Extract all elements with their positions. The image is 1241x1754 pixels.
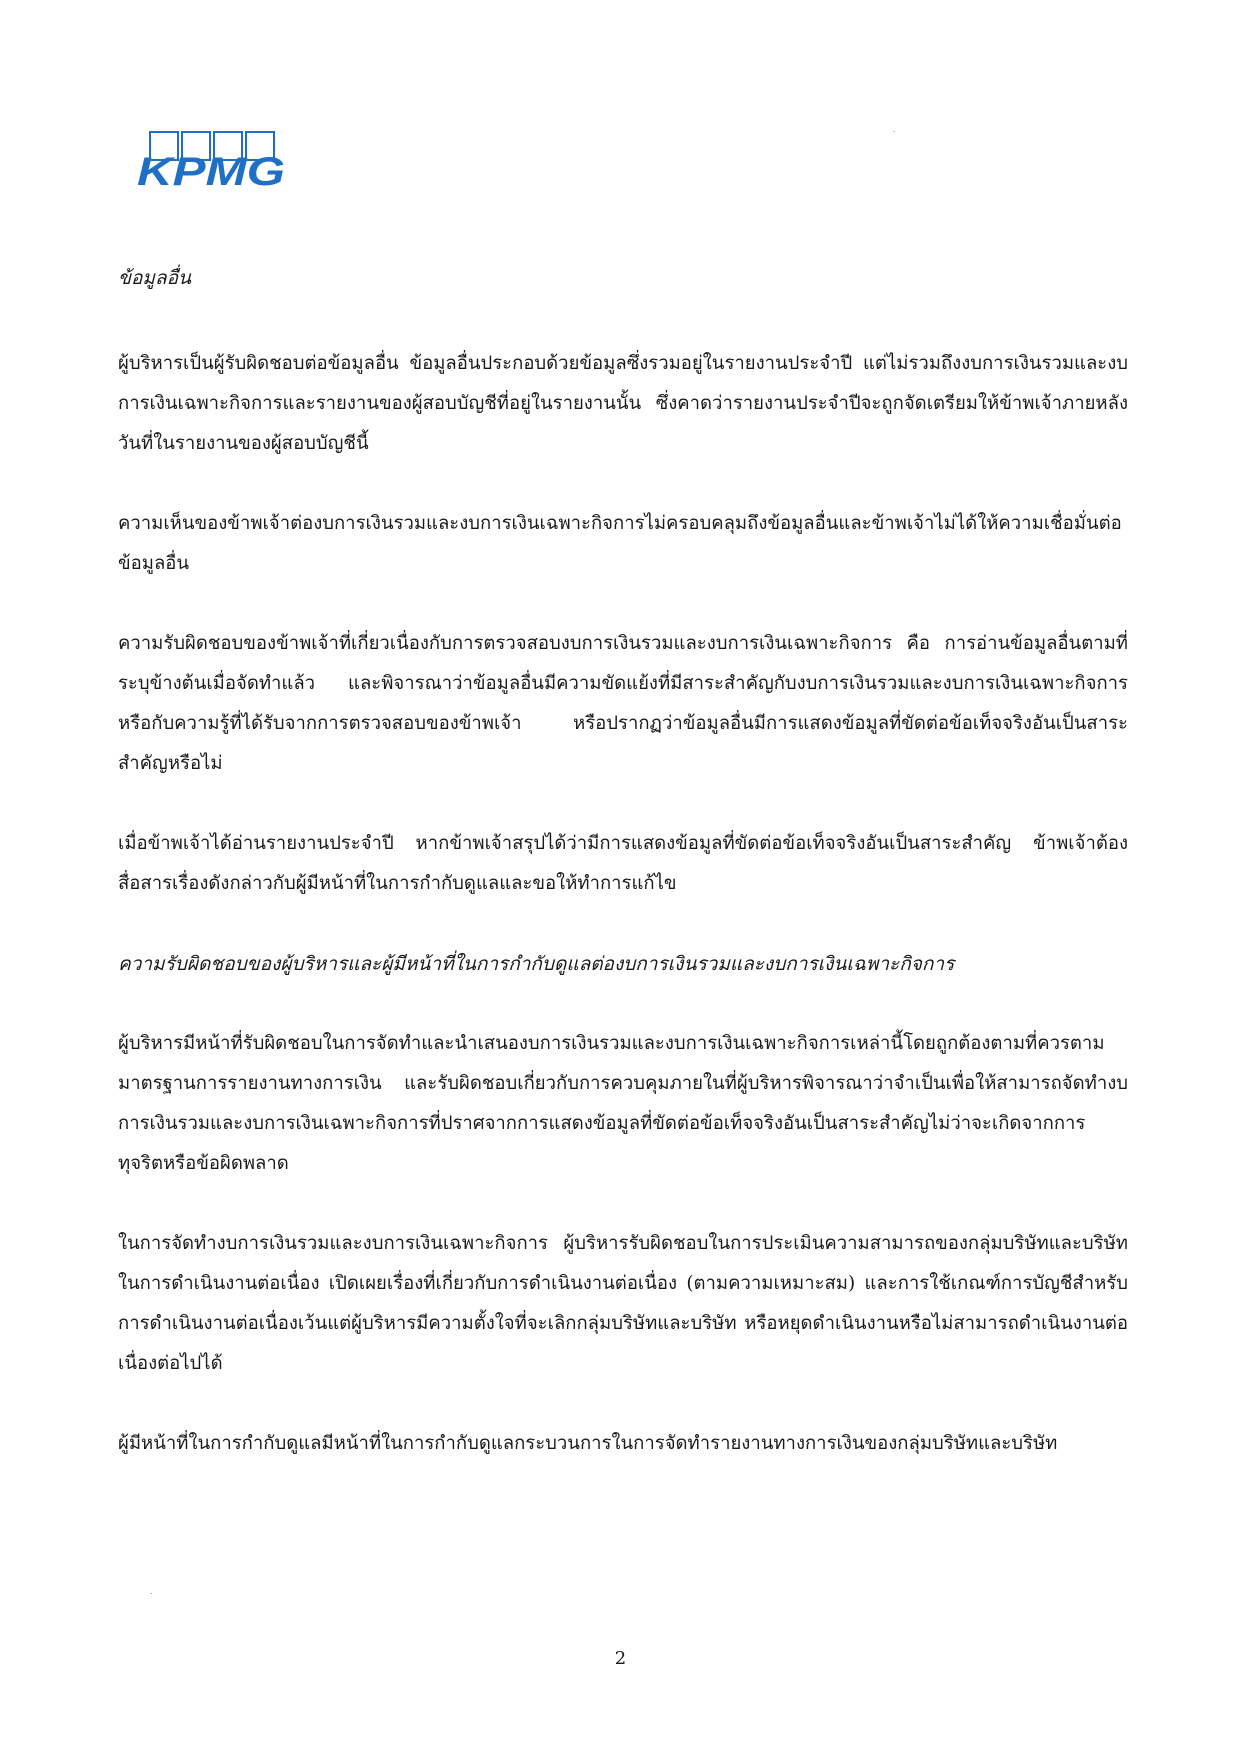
paragraph-management-2: ในการจัดทำงบการเงินรวมและงบการเงินเฉพาะกิจการ ผู้บริหารรับผิดชอบในการประเมินความสามารถของกลุ่มบริษัทและบริษัทในการดำเนินงานต่อเนื่อง เปิดเผยเรื่องที่เกี่ยวกับการดำเนินงานต่อเนื่อง (ตามความเหมาะสม) และการใช้เกณฑ์การบัญชีสำหรับการดำเนินงานต่อเนื่องเว้นแต่ผู้บริหารมีความตั้งใจที่จะเลิกกลุ่มบริษัทและบริษัท หรือหยุดดำเนินงานหรือไม่สามารถดำเนินงานต่อเนื่องต่อไปได้ (118, 1233, 1128, 1374)
paragraph-other-info-3: ความรับผิดชอบของข้าพเจ้าที่เกี่ยวเนื่องกับการตรวจสอบงบการเงินรวมและงบการเงินเฉพาะกิจการ คือ การอ่านข้อมูลอื่นตามที่ระบุข้างต้นเมื่อจัดทำแล้ว และพิจารณาว่าข้อมูลอื่นมีความขัดแย้งที่มีสาระสำคัญกับงบการเงินรวมและงบการเงินเฉพาะกิจการหรือกับความรู้ที่ได้รับจากการตรวจสอบของข้าพเจ้า หรือปรากฏว่าข้อมูลอื่นมีการแสดงข้อมูลที่ขัดต่อข้อเท็จจริงอันเป็นสาระสำคัญหรือไม่ (118, 633, 1128, 774)
kpmg-logo-mark (133, 130, 293, 194)
kpmg-logo-text: KPMG (137, 150, 285, 194)
document-body (118, 258, 1128, 1464)
paragraph-other-info-1: ผู้บริหารเป็นผู้รับผิดชอบต่อข้อมูลอื่น ข้อมูลอื่นประกอบด้วยข้อมูลซึ่งรวมอยู่ในรายงานประจำปี แต่ไม่รวมถึงงบการเงินรวมและงบการเงินเฉพาะกิจการและรายงานของผู้สอบบัญชีที่อยู่ในรายงานนั้น ซึ่งคาดว่ารายงานประจำปีจะถูกจัดเตรียมให้ข้าพเจ้าภายหลังวันที่ในรายงานของผู้สอบบัญชีนี้ (118, 353, 1128, 454)
paragraph-other-info-4: เมื่อข้าพเจ้าได้อ่านรายงานประจำปี หากข้าพเจ้าสรุปได้ว่ามีการแสดงข้อมูลที่ขัดต่อข้อเท็จจริงอันเป็นสาระสำคัญ ข้าพเจ้าต้องสื่อสารเรื่องดังกล่าวกับผู้มีหน้าที่ในการกำกับดูแลและขอให้ทำการแก้ไข (118, 833, 1128, 894)
scan-speck (893, 131, 895, 132)
scan-speck (150, 1593, 152, 1594)
paragraph-management-3: ผู้มีหน้าที่ในการกำกับดูแลมีหน้าที่ในการกำกับดูแลกระบวนการในการจัดทำรายงานทางการเงินของกลุ่มบริษัทและบริษัท (118, 1433, 1058, 1454)
paragraph-other-info-2: ความเห็นของข้าพเจ้าต่องบการเงินรวมและงบการเงินเฉพาะกิจการไม่ครอบคลุมถึงข้อมูลอื่นและข้าพเจ้าไม่ได้ให้ความเชื่อมั่นต่อข้อมูลอื่น (118, 513, 1122, 574)
section-heading-management-responsibility: ความรับผิดชอบของผู้บริหารและผู้มีหน้าที่ในการกำกับดูแลต่องบการเงินรวมและงบการเงินเฉพาะกิจการ (118, 953, 955, 975)
section-heading-other-information: ข้อมูลอื่น (118, 267, 191, 289)
kpmg-logo (133, 130, 293, 194)
paragraph-management-1: ผู้บริหารมีหน้าที่รับผิดชอบในการจัดทำและนำเสนองบการเงินรวมและงบการเงินเฉพาะกิจการเหล่านี้โดยถูกต้องตามที่ควรตามมาตรฐานการรายงานทางการเงิน และรับผิดชอบเกี่ยวกับการควบคุมภายในที่ผู้บริหารพิจารณาว่าจำเป็นเพื่อให้สามารถจัดทำงบการเงินรวมและงบการเงินเฉพาะกิจการที่ปราศจากการแสดงข้อมูลที่ขัดต่อข้อเท็จจริงอันเป็นสาระสำคัญไม่ว่าจะเกิดจากการทุจริตหรือข้อผิดพลาด (118, 1033, 1128, 1174)
page-number: 2 (614, 1648, 627, 1669)
